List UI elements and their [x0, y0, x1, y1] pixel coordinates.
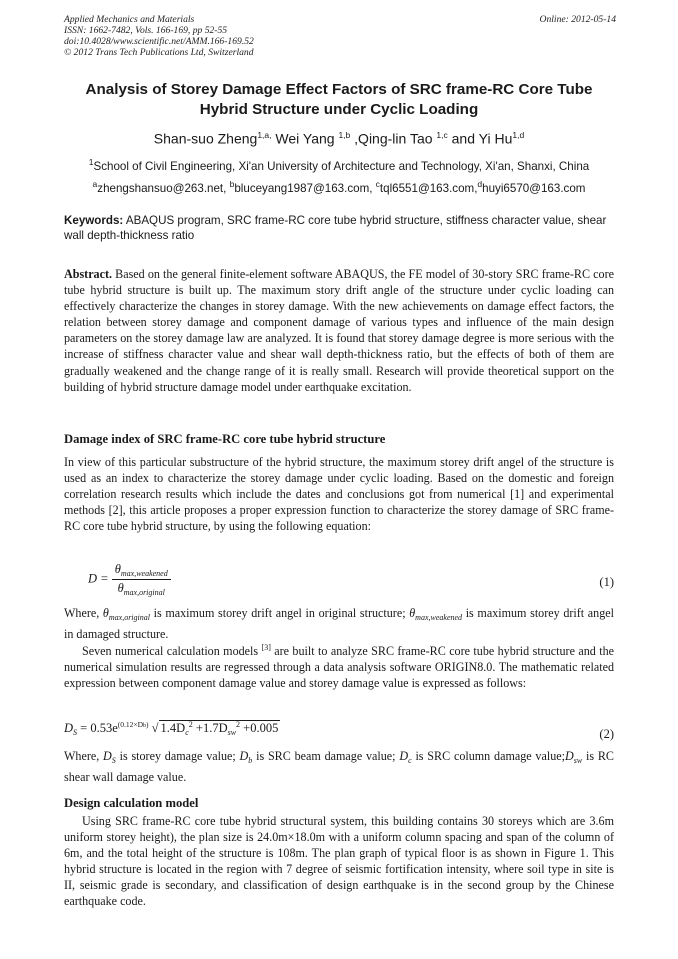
equation-2 — [64, 720, 280, 737]
where1-text-3: is maximum storey drift angel in damaged structure. — [64, 606, 614, 642]
affiliation-sup: 1 — [88, 157, 94, 167]
author-4-sup: 1,d — [512, 130, 525, 140]
where2-sub-3: c — [408, 756, 412, 765]
title-line-1: Analysis of Storey Damage Effect Factors of SRC frame-RC Core Tube — [85, 81, 593, 98]
eq1-num-sub: max,weakened — [120, 569, 168, 578]
eq2-exp-sub: b — [143, 723, 147, 729]
eq2-dsw: +1.7D — [192, 721, 228, 736]
section1-paragraph-2 — [64, 640, 614, 691]
where2-text-1: Where, — [64, 749, 104, 763]
email-a-sup: a — [92, 179, 98, 189]
where-clause-2 — [64, 748, 614, 785]
eq2-dc: 1.4D — [160, 721, 186, 736]
eq2-ds: D — [64, 721, 74, 736]
where1-theta-2: θ — [409, 606, 416, 620]
eq1-den-sub: max,original — [123, 588, 165, 597]
affiliation-text: School of Civil Engineering, Xi'an University of Architecture and Technology, Xi'an, Shanxi, China — [93, 159, 590, 173]
email-a: zhengshansuo@263.net, — [97, 181, 230, 195]
eq2-radicand — [159, 720, 281, 738]
journal-header — [64, 14, 254, 58]
eq2-exp-text: (0.12×D — [117, 720, 144, 729]
equation-2-number: (2) — [599, 727, 614, 741]
issn-line: ISSN: 1662-7482, Vols. 166-169, pp 52-55 — [64, 25, 228, 36]
eq2-exp-end: ) — [146, 720, 149, 729]
copyright-line: © 2012 Trans Tech Publications Ltd, Switzerland — [64, 47, 254, 58]
where1-text-2: is maximum storey drift angel in original structure; — [149, 606, 410, 620]
eq2-sqrt-sign: √ — [151, 721, 159, 736]
where2-text-2: is storey damage value; — [115, 749, 240, 763]
author-list — [40, 130, 638, 147]
where2-var-4: D — [564, 749, 574, 763]
eq1-lhs: D = — [88, 571, 109, 586]
eq2-ds-sub: S — [73, 728, 78, 738]
where2-sub-1: S — [111, 756, 116, 765]
section1-paragraph-1: In view of this particular substructure of the hybrid structure, the maximum storey drift angel of the structure is used as an index to characterize the storey damage under cyclic loading. Based on the domestic and foreign correlation research results which include the dates and conclusions got from numerical [1] and experimental methods [2], this article proposes a proper expression function to characterize the storey damage of SRC frame-RC core tube hybrid structure, by using the following equation: — [64, 455, 614, 534]
author-4: and Yi Hu — [447, 130, 513, 147]
eq2-dsw-sub: sw — [227, 728, 237, 738]
where-clause-1 — [64, 605, 614, 642]
eq1-theta-num: θ — [114, 562, 121, 576]
eq2-const: +0.005 — [240, 721, 279, 736]
where2-var-2: D — [239, 749, 249, 763]
where2-var-3: D — [399, 749, 409, 763]
email-b-sup: b — [229, 179, 235, 189]
abstract-label: Abstract. — [64, 267, 113, 281]
email-d-sup: d — [477, 179, 483, 189]
where2-sub-2: b — [248, 756, 253, 765]
email-list — [40, 179, 638, 195]
section-heading-damage-index: Damage index of SRC frame-RC core tube hybrid structure — [64, 432, 386, 446]
author-2: Wei Yang — [271, 130, 339, 147]
author-3-sup: 1,c — [436, 130, 448, 140]
author-2-sup: 1,b — [338, 130, 351, 140]
para2-text-b: are built to analyze SRC frame-RC core tube hybrid structure and the numerical simulation results are regressed through a data analysis software ORIGIN8.0. The mathematic related expression between component damage value and storey damage value is expressed as follows: — [64, 644, 614, 691]
email-d: huyi6570@163.com — [482, 181, 586, 195]
where2-var-1: D — [103, 749, 112, 763]
where1-theta-1: θ — [102, 606, 109, 620]
keywords-text: ABAQUS program, SRC frame-RC core tube hybrid structure, stiffness character value, shear wall depth-thickness ratio — [64, 214, 607, 242]
equation-1 — [88, 562, 171, 597]
eq1-denominator — [112, 580, 171, 597]
section2-paragraph: Using SRC frame-RC core tube hybrid structural system, this building contains 30 storeys which are 3.6m uniform storey height), the plan size is 24.0m×18.0m with a uniform column spacing and span of the column of 6m, and the total height of the structure is 108m. The plan graph of typical floor is as shown in Figure 1. This hybrid structure is located in the region with 7 degree of seismic fortification intensity, where soil type in site is II, seismic grade is secondary, and classification of design earthquake is in the second group by the Chinese earthquake code. — [64, 814, 614, 909]
affiliation — [40, 157, 638, 173]
title-line-2: Hybrid Structure under Cyclic Loading — [199, 101, 479, 118]
email-c-sup: c — [375, 179, 380, 189]
where1-sub-1: max,original — [108, 613, 150, 622]
where2-text-5: is RC shear wall damage value. — [64, 749, 614, 785]
where1-text-1: Where, — [64, 606, 103, 620]
eq2-power-2: 2 — [236, 720, 241, 729]
eq1-fraction — [112, 562, 171, 597]
abstract — [64, 266, 614, 395]
where2-text-3: is SRC beam damage value; — [252, 749, 400, 763]
author-1: Shan-suo Zheng — [153, 130, 258, 147]
journal-name: Applied Mechanics and Materials — [64, 14, 195, 25]
email-b: bluceyang1987@163.com, — [234, 181, 376, 195]
eq2-coef: = 0.53e — [77, 721, 118, 736]
para2-ref: [3] — [261, 643, 271, 652]
keywords-label: Keywords: — [64, 214, 124, 227]
author-1-sup: 1,a, — [257, 130, 272, 140]
eq1-numerator — [112, 562, 171, 580]
keywords — [64, 213, 616, 243]
eq2-power-1: 2 — [188, 720, 193, 729]
para2-text-a: Seven numerical calculation models — [82, 644, 262, 659]
author-3: ,Qing-lin Tao — [350, 130, 437, 147]
where1-sub-2: max,weakened — [415, 613, 463, 622]
doi-line: doi:10.4028/www.scientific.net/AMM.166-169.52 — [64, 36, 254, 47]
where2-text-4: is SRC column damage value; — [411, 749, 565, 763]
eq2-dc-sub: c — [185, 728, 189, 738]
email-c: tql6551@163.com, — [379, 181, 478, 195]
equation-1-number: (1) — [599, 575, 614, 589]
online-date: Online: 2012-05-14 — [539, 14, 616, 25]
eq1-theta-den: θ — [117, 581, 124, 595]
abstract-text: Based on the general finite-element software ABAQUS, the FE model of 30-story SRC frame-RC core tube hybrid structure is built up. The maximum story drift angle of the structure under cyclic loading can effectively characterize the changes in storey damage. With the new achievements on damage effect factors, the relation between storey damage and component damage of various types and influence of the main design parameters on the storey damage law are analyzed. It is found that storey damage degree is more serious with the increase of stiffness character value and shear wall depth-thickness ratio, but the effects of both of them are gradually weakened and the change range of it is really small. Research will provide theoretical support on the building of hybrid structure damage model under earthquake excitation. — [64, 267, 614, 394]
where2-sub-4: sw — [573, 756, 583, 765]
section-heading-design-model: Design calculation model — [64, 796, 199, 810]
paper-title — [40, 80, 638, 120]
eq2-exponent — [118, 720, 149, 729]
